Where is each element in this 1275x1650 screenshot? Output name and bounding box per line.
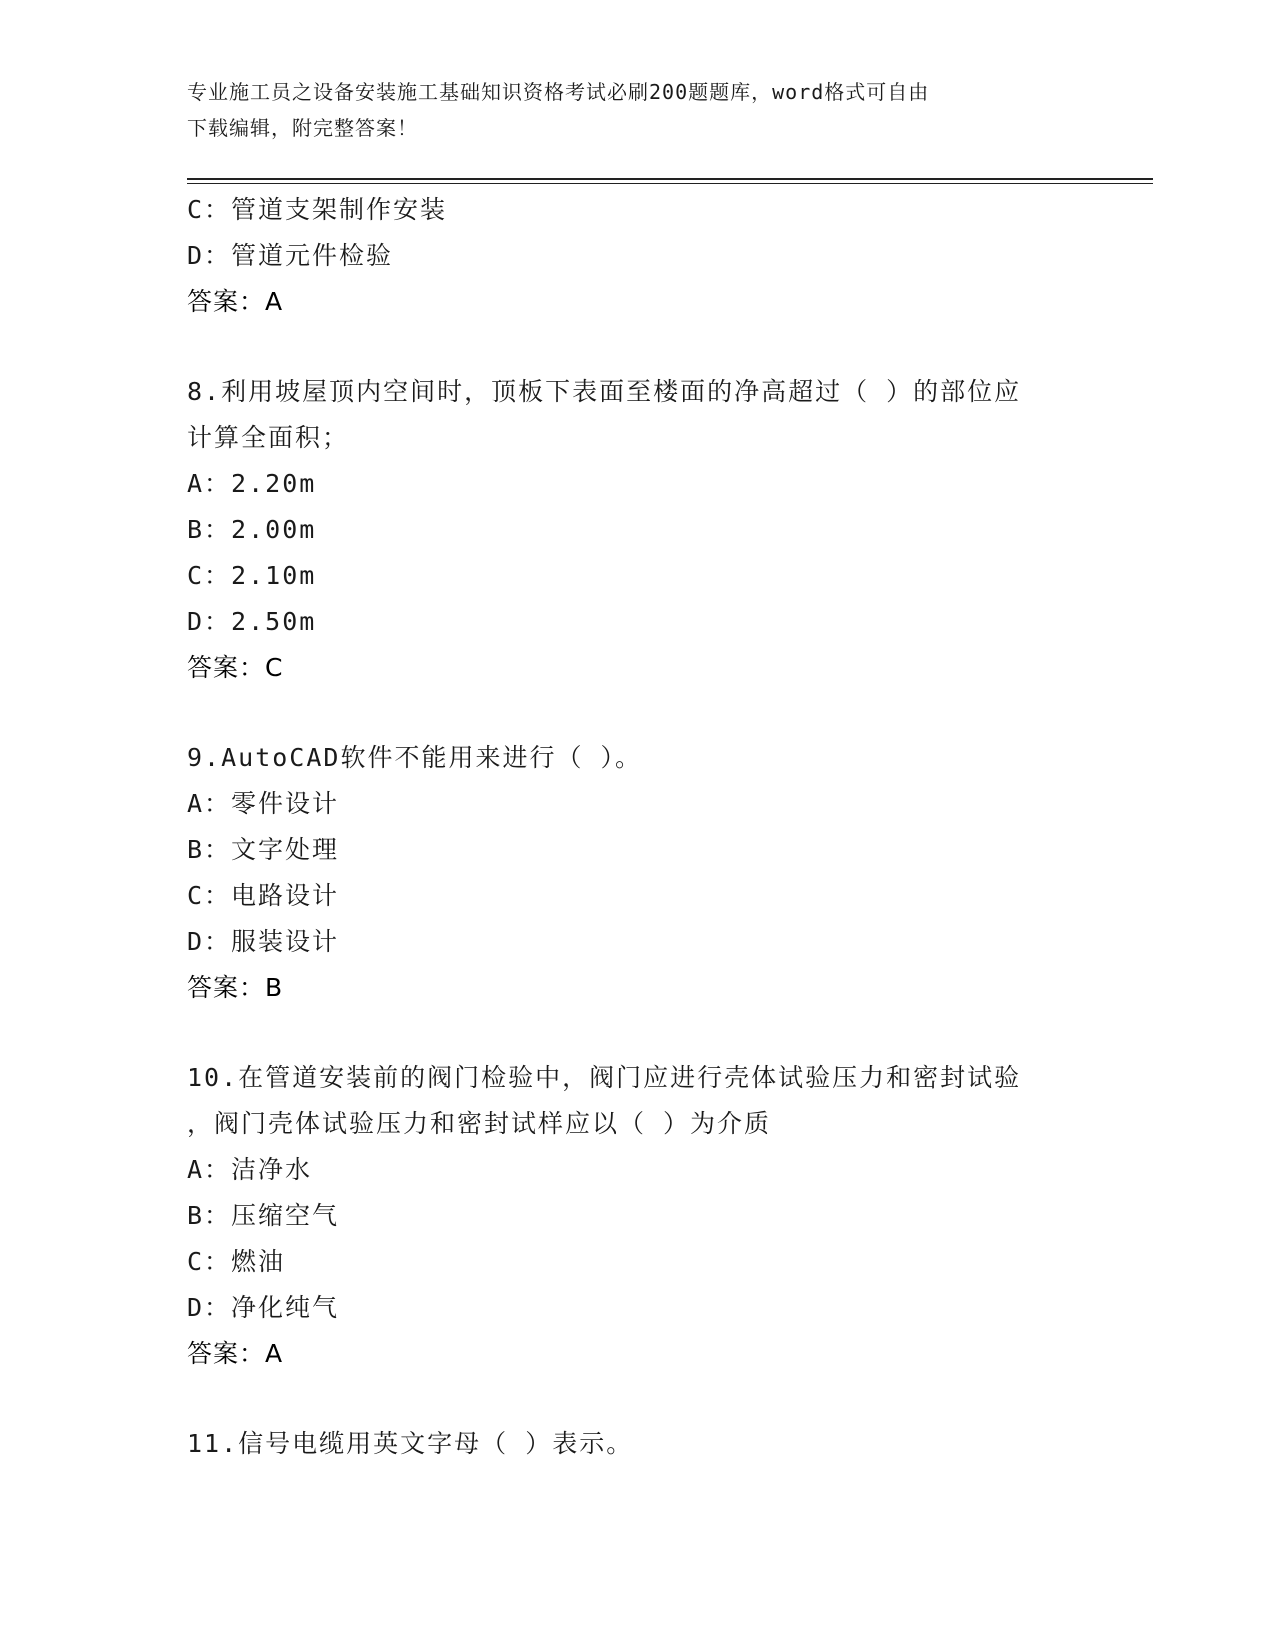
spacer [187,691,1087,735]
spacer [187,325,1087,369]
option-b: B：压缩空气 [187,1201,340,1230]
answer-line: 答案：B [187,973,284,1002]
option-b: B：2.00m [187,515,317,544]
option-a: A：2.20m [187,469,317,498]
question-11 [187,1421,1087,1467]
answer-line: 答案：A [187,287,284,316]
question-stem-line: 计算全面积； [187,423,350,452]
header-divider-thick [187,178,1153,180]
option-d: D：净化纯气 [187,1293,340,1322]
option-c: C：管道支架制作安装 [187,195,448,224]
answer-line: 答案：A [187,1339,284,1368]
header-divider-thin [187,183,1153,184]
question-stem-line: 8.利用坡屋顶内空间时，顶板下表面至楼面的净高超过（ ）的部位应 [187,377,1022,406]
option-a: A：洁净水 [187,1155,313,1184]
option-d: D：管道元件检验 [187,241,394,270]
option-c: C：电路设计 [187,881,340,910]
question-stem-line: ，阀门壳体试验压力和密封试样应以（ ）为介质 [187,1109,772,1138]
answer-line: 答案：C [187,653,284,682]
spacer [187,1011,1087,1055]
header-line-2: 下载编辑，附完整答案！ [187,116,418,140]
question-10 [187,1055,1087,1377]
question-list [187,187,1087,1467]
option-d: D：服装设计 [187,927,340,956]
header-line-1: 专业施工员之设备安装施工基础知识资格考试必刷200题题库，word格式可自由 [187,80,930,104]
question-9 [187,735,1087,1011]
question-stem-line: 10.在管道安装前的阀门检验中，阀门应进行壳体试验压力和密封试验 [187,1063,1022,1092]
document-header [187,74,1067,146]
spacer [187,1377,1087,1421]
option-d: D：2.50m [187,607,317,636]
question-8 [187,369,1087,691]
question-stem-line: 9.AutoCAD软件不能用来进行（ ）。 [187,743,643,772]
option-a: A：零件设计 [187,789,340,818]
question-stem-line: 11.信号电缆用英文字母（ ）表示。 [187,1429,634,1458]
option-b: B：文字处理 [187,835,340,864]
option-c: C：燃油 [187,1247,286,1276]
question-7-continuation [187,187,1087,325]
option-c: C：2.10m [187,561,317,590]
